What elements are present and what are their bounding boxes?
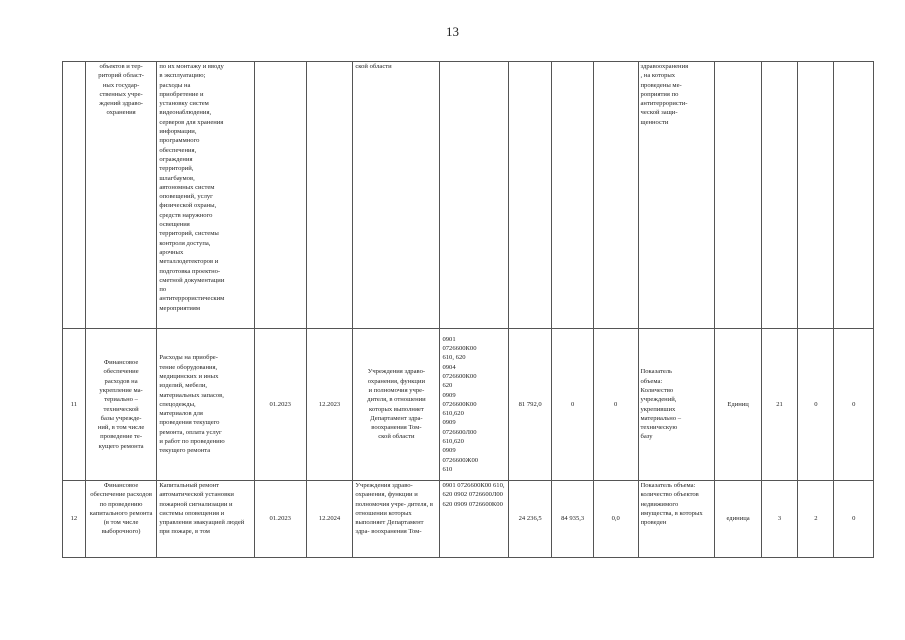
unit: Единиц: [715, 329, 762, 481]
start-date: [254, 62, 306, 329]
executor: Учреждения здраво- охранения, функции и полномочия учре- дителя, в отношении которых выполняет Департамент здра- воохранения Том-: [355, 482, 434, 536]
value-1: 21: [761, 329, 797, 481]
budget-codes: 0901 0726600К00 610, 620 0904 0726600К00 620 0909 0726600К00 610,620 0909 0726600Л00 610,620 0909 0726600Ж00 610: [440, 329, 508, 481]
unit: [715, 62, 762, 329]
program-table: [62, 61, 874, 558]
amount-1: [508, 62, 552, 329]
value-1: 3: [761, 481, 797, 558]
end-date: [306, 62, 353, 329]
measure-name: Финансовое обеспечение расходов по проведению капитального ремонта (в том числе выборочного): [89, 482, 153, 536]
amount-1: 81 792,0: [508, 329, 552, 481]
value-3: 0: [834, 329, 874, 481]
table-row: [63, 481, 874, 558]
budget-codes: [440, 62, 508, 329]
amount-3: [593, 62, 638, 329]
table-row: [63, 62, 874, 329]
indicator: Показатель объема: количество объектов недвижимого имущества, в которых проведен: [640, 482, 703, 527]
amount-2: [552, 62, 593, 329]
row-number: [63, 62, 86, 329]
start-date: 01.2023: [254, 481, 306, 558]
unit: единица: [715, 481, 762, 558]
amount-3: 0: [593, 329, 638, 481]
value-2: [798, 62, 834, 329]
row-number: 11: [63, 329, 86, 481]
value-3: [834, 62, 874, 329]
end-date: 12.2024: [306, 481, 353, 558]
value-3: 0: [834, 481, 874, 558]
measure-description: Капитальный ремонт автоматической установки пожарной сигнализации и системы оповещения и управления эвакуацией людей при пожаре, в том: [159, 482, 245, 536]
amount-3: 0,0: [593, 481, 638, 558]
value-2: 0: [798, 329, 834, 481]
row-number: 12: [63, 481, 86, 558]
executor: ской области: [353, 62, 440, 329]
executor: Учреждения здраво- охранения, функции и полномочия учре- дителя, в отношении которых выполняет Департамент здра- воохранения Том- ской области: [353, 329, 440, 481]
page-number: 13: [446, 24, 459, 39]
measure-name: объектов и тер- риторий област- ных государ- ственных учре- ждений здраво- охранения: [85, 62, 157, 329]
indicator: здравоохранения , на которых проведены ме- роприятия по антитеррористи- ческой защи- щенности: [638, 62, 715, 329]
table-row: [63, 329, 874, 481]
start-date: 01.2023: [254, 329, 306, 481]
measure-description: по их монтажу и вводу в эксплуатацию; расходы на приобретение и установку систем видеонаблюдения, серверов для хранения информации, программного обеспечения, ограждения территорий, шлагбаумов, автономных систем оповещений, услуг физической охраны, средств наружного освещения территорий, системы контроля доступа, арочных металлодетекторов и подготовка проектно- сметной документации по антитеррористическим мероприятиям: [157, 62, 254, 329]
measure-description: Расходы на приобре- тение оборудования, медицинских и иных изделий, мебели, материальных запасов, спецодежды, материалов для проведения текущего ремонта, оплата услуг и работ по проведению текущего ремонта: [157, 329, 254, 481]
value-2: 2: [798, 481, 834, 558]
amount-2: 0: [552, 329, 593, 481]
amount-1: 24 236,5: [508, 481, 552, 558]
end-date: 12.2023: [306, 329, 353, 481]
budget-codes: 0901 0726600К00 610, 620 0902 0726600Л00 620 0909 0726600К00: [442, 482, 505, 508]
value-1: [761, 62, 797, 329]
indicator: Показатель объема: Количество учреждений, укрепивших материально – техническую базу: [638, 329, 715, 481]
measure-name: Финансовое обеспечение расходов на укрепление ма- териально – технической базы учрежде- ний, в том числе проведение те- кущего ремонта: [85, 329, 157, 481]
amount-2: 84 935,3: [552, 481, 593, 558]
